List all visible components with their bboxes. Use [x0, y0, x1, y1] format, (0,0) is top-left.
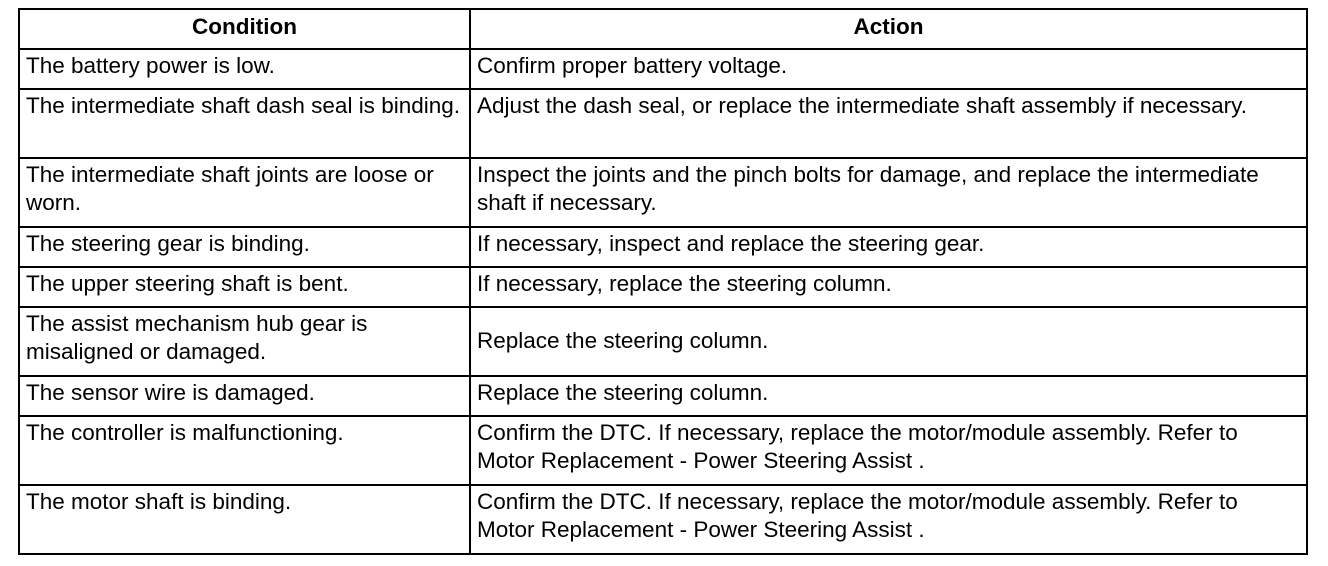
table-row [19, 158, 1307, 227]
table-row [19, 485, 1307, 554]
action-cell: Confirm the DTC. If necessary, replace the motor/module assembly. Refer to Motor Replacement - Power Steering Assist . [470, 485, 1307, 554]
condition-action-table [18, 8, 1308, 555]
table-row [19, 376, 1307, 416]
condition-cell: The upper steering shaft is bent. [19, 267, 470, 307]
table-row [19, 227, 1307, 267]
condition-cell: The intermediate shaft dash seal is binding. [19, 89, 470, 158]
table-row [19, 49, 1307, 89]
table-row [19, 267, 1307, 307]
action-cell: Confirm the DTC. If necessary, replace the motor/module assembly. Refer to Motor Replacement - Power Steering Assist . [470, 416, 1307, 485]
table-row [19, 307, 1307, 376]
action-cell: Adjust the dash seal, or replace the intermediate shaft assembly if necessary. [470, 89, 1307, 158]
condition-cell: The steering gear is binding. [19, 227, 470, 267]
action-cell: If necessary, replace the steering column. [470, 267, 1307, 307]
action-cell: Confirm proper battery voltage. [470, 49, 1307, 89]
action-cell: Inspect the joints and the pinch bolts for damage, and replace the intermediate shaft if necessary. [470, 158, 1307, 227]
table-row [19, 89, 1307, 158]
condition-cell: The assist mechanism hub gear is misaligned or damaged. [19, 307, 470, 376]
condition-cell: The intermediate shaft joints are loose or worn. [19, 158, 470, 227]
condition-header: Condition [19, 9, 470, 49]
condition-cell: The controller is malfunctioning. [19, 416, 470, 485]
condition-cell: The sensor wire is damaged. [19, 376, 470, 416]
table-header-row [19, 9, 1307, 49]
action-cell: If necessary, inspect and replace the steering gear. [470, 227, 1307, 267]
action-cell: Replace the steering column. [470, 376, 1307, 416]
action-header: Action [470, 9, 1307, 49]
condition-cell: The battery power is low. [19, 49, 470, 89]
action-cell: Replace the steering column. [470, 307, 1307, 376]
table-row [19, 416, 1307, 485]
condition-cell: The motor shaft is binding. [19, 485, 470, 554]
